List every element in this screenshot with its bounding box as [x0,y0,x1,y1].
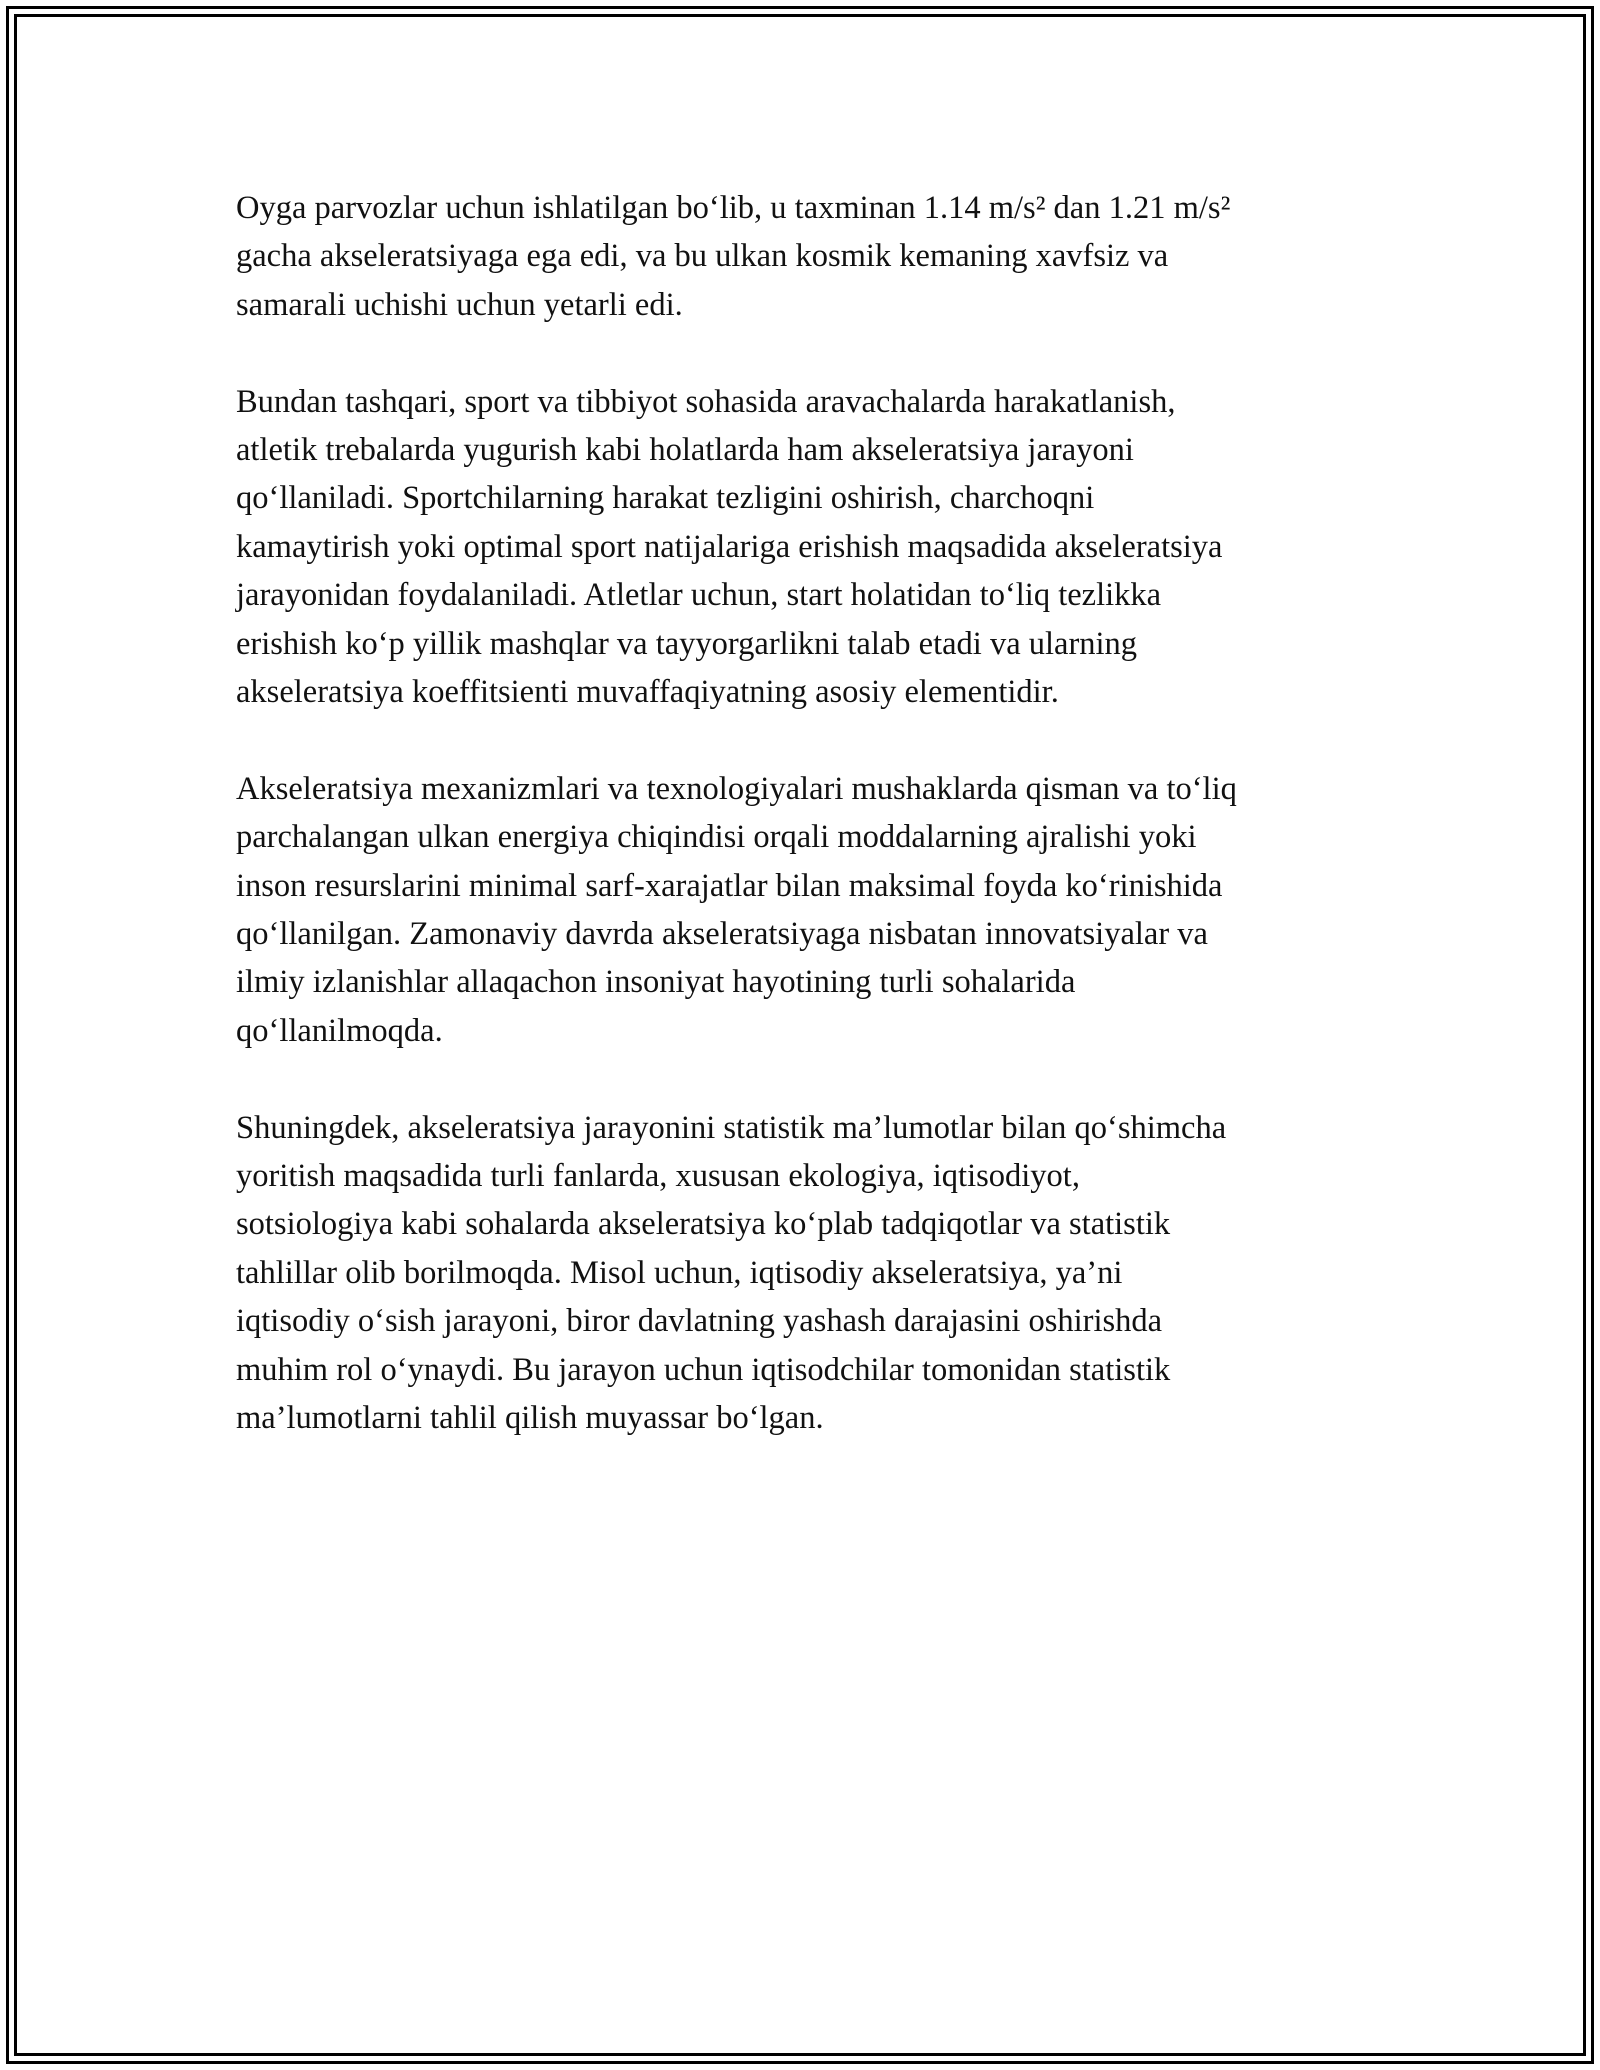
paragraph-4: Shuningdek, akseleratsiya jarayonini statistik ma’lumotlar bilan qo‘shimcha yoritish maqsadida turli fanlarda, xususan ekologiya, iqtisodiyot, sotsiologiya kabi sohalarda akseleratsiya ko‘plab tadqiqotlar va statistik tahlillar olib borilmoqda. Misol uchun, iqtisodiy akseleratsiya, ya’ni iqtisodiy o‘sish jarayoni, biror davlatning yashash darajasini oshirishda muhim rol o‘ynaydi. Bu jarayon uchun iqtisodchilar tomonidan statistik ma’lumotlarni tahlil qilish muyassar bo‘lgan. [236,1109,1227,1437]
paragraph-2: Bundan tashqari, sport va tibbiyot sohasida aravachalarda harakatlanish, atletik trebalarda yugurish kabi holatlarda ham akseleratsiya jarayoni qo‘llaniladi. Sportchilarning harakat tezligini oshirish, charchoqni kamaytirish yoki optimal sport natijalariga erishish maqsadida akseleratsiya jarayonidan foydalaniladi. Atletlar uchun, start holatidan to‘liq tezlikka erishish ko‘p yillik mashqlar va tayyorgarlikni talab etadi va ularning akseleratsiya koeffitsienti muvaffaqiyatning asosiy elementidir. [236,383,1223,711]
document-body [236,184,1386,1491]
paragraph-3: Akseleratsiya mexanizmlari va texnologiyalari mushaklarda qisman va to‘liq parchalangan ulkan energiya chiqindisi orqali moddalarning ajralishi yoki inson resurslarini minimal sarf-xarajatlar bilan maksimal foyda ko‘rinishida qo‘llanilgan. Zamonaviy davrda akseleratsiyaga nisbatan innovatsiyalar va ilmiy izlanishlar allaqachon insoniyat hayotining turli sohalarida qo‘llanilmoqda. [236,770,1237,1049]
paragraph-1: Oyga parvozlar uchun ishlatilgan bo‘lib, u taxminan 1.14 m/s² dan 1.21 m/s² gacha akseleratsiyaga ega edi, va bu ulkan kosmik kemaning xavfsiz va samarali uchishi uchun yetarli edi. [236,190,1231,323]
